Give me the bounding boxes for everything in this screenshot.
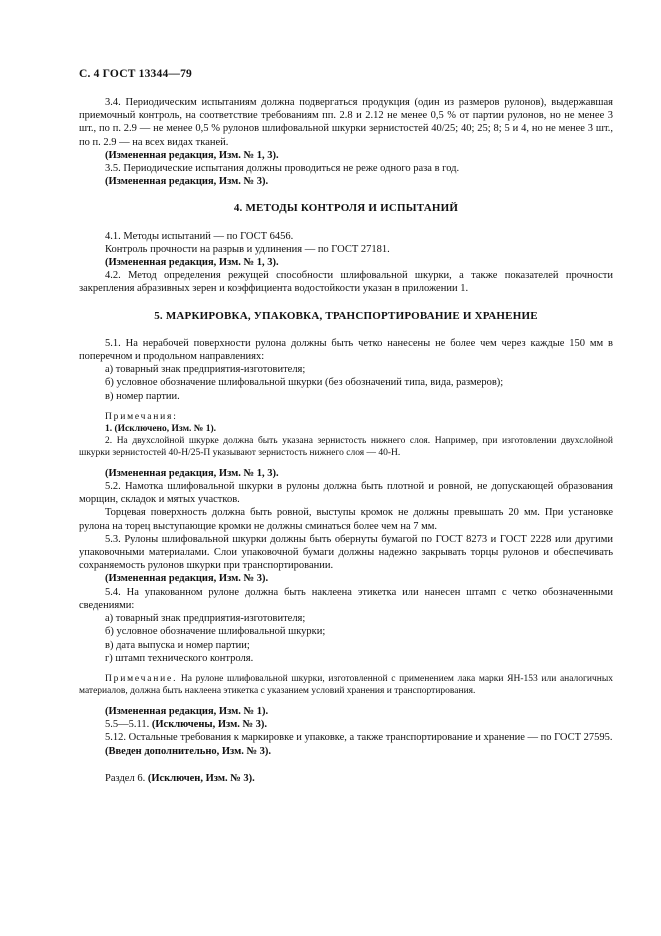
note-text: На рулоне шлифовальной шкурки, изготовленной с применением лака марки ЯН-153 или аналогичных материалов, должна быть наклеена этикетка с указанием условий хранения и транспортирования. <box>79 673 614 696</box>
document-body <box>79 96 613 785</box>
excluded-note: (Исключен, Изм. № 3). <box>147 772 255 784</box>
list-item: а) товарный знак предприятия-изготовителя; <box>105 364 306 376</box>
clause-3-5: 3.5. Периодические испытания должны проводиться не реже одного раза в год. <box>105 163 460 175</box>
amendment-note: (Измененная редакция, Изм. № 3). <box>105 573 269 585</box>
note-5-4 <box>79 673 613 697</box>
amendment-note: (Измененная редакция, Изм. № 1, 3). <box>105 467 279 479</box>
amendment-note: (Измененная редакция, Изм. № 1, 3). <box>105 257 279 269</box>
clause-4-1: 4.1. Методы испытаний — по ГОСТ 6456. <box>105 230 294 242</box>
list-item: б) условное обозначение шлифовальной шкурки (без обозначений типа, вида, размеров); <box>105 377 504 389</box>
note-1: 1. (Исключено, Изм. № 1). <box>105 423 217 434</box>
section-4-title: 4. МЕТОДЫ КОНТРОЛЯ И ИСПЫТАНИЙ <box>233 202 459 215</box>
clause-number: 5.5—5.11. <box>105 719 150 731</box>
amendment-note: (Измененная редакция, Изм. № 1, 3). <box>105 149 279 161</box>
clause-5-1: 5.1. На нерабочей поверхности рулона должны быть четко нанесены не более чем через каждые 150 мм в поперечном и продольном направлениях: <box>79 337 613 363</box>
section-6-label: Раздел 6. <box>105 772 146 784</box>
list-item: г) штамп технического контроля. <box>105 652 254 664</box>
added-note: (Введен дополнительно, Изм. № 3). <box>105 745 272 757</box>
list-item: в) номер партии. <box>105 390 180 402</box>
clause-3-4: 3.4. Периодическим испытаниям должна подвергаться продукция (один из размеров рулонов), выдержавшая приемочный контроль, на соответствие требованиям пп. 2.8 и 2.12 не менее 0,5 % от партии рулонов, но не менее 3 шт., по п. 2.9 — не менее 0,5 % рулонов шлифовальной шкурки зернистостей 40/25; 40; 25; 8; 5 и 4, но не менее 3 шт., по п. 2.9 — на всех видах тканей. <box>79 97 613 148</box>
excluded-note: (Исключены, Изм. № 3). <box>151 719 268 731</box>
section-6 <box>79 772 613 785</box>
clause-5-4: 5.4. На упакованном рулоне должна быть наклеена этикетка или нанесен штамп с четко обозначенными сведениями: <box>79 586 613 611</box>
amendment-note: (Измененная редакция, Изм. № 3). <box>105 176 269 188</box>
note-label: Примечание. <box>105 673 178 684</box>
note-2: 2. На двухслойной шкурке должна быть указана зернистость нижнего слоя. Например, при изготовлении двухслойной шкурки зернистостей 40-Н/25-П указывают зернистость нижнего слоя — 40-Н. <box>79 435 613 458</box>
clause-5-12: 5.12. Остальные требования к маркировке и упаковке, а также транспортирование и хранение — по ГОСТ 27595. <box>105 732 613 744</box>
section-5-title: 5. МАРКИРОВКА, УПАКОВКА, ТРАНСПОРТИРОВАНИЕ И ХРАНЕНИЕ <box>154 309 538 322</box>
clause-4-1-b: Контроль прочности на разрыв и удлинения — по ГОСТ 27181. <box>105 243 390 255</box>
clause-4-2: 4.2. Метод определения режущей способности шлифовальной шкурки, а также показателей прочности закрепления абразивных зерен и коэффициента водостойкости указан в приложении 1. <box>79 270 613 295</box>
list-item: б) условное обозначение шлифовальной шкурки; <box>105 626 326 638</box>
clause-5-3: 5.3. Рулоны шлифовальной шкурки должны быть обернуты бумагой по ГОСТ 8273 и ГОСТ 2228 или другими упаковочными материалами. Слои упаковочной бумаги должны надежно закрывать торцы рулонов и обеспечивать сохраняемость рулонов шкурки при транспортировании. <box>79 533 613 572</box>
page-header: С. 4 ГОСТ 13344—79 <box>79 68 192 80</box>
clause-5-5-5-11 <box>79 718 613 731</box>
notes-label: Примечания: <box>105 411 178 422</box>
amendment-note: (Измененная редакция, Изм. № 1). <box>105 705 269 717</box>
clause-5-2-b: Торцевая поверхность должна быть ровной, выступы кромок не должны превышать 20 мм. При установке рулона на торец выступающие кромки не должны сминаться более чем на 7 мм. <box>79 507 613 532</box>
list-item: а) товарный знак предприятия-изготовителя; <box>105 613 306 625</box>
clause-5-2: 5.2. Намотка шлифовальной шкурки в рулоны должна быть плотной и ровной, не допускающей образования морщин, складок и мятых участков. <box>79 481 613 506</box>
list-item: в) дата выпуска и номер партии; <box>105 639 250 651</box>
